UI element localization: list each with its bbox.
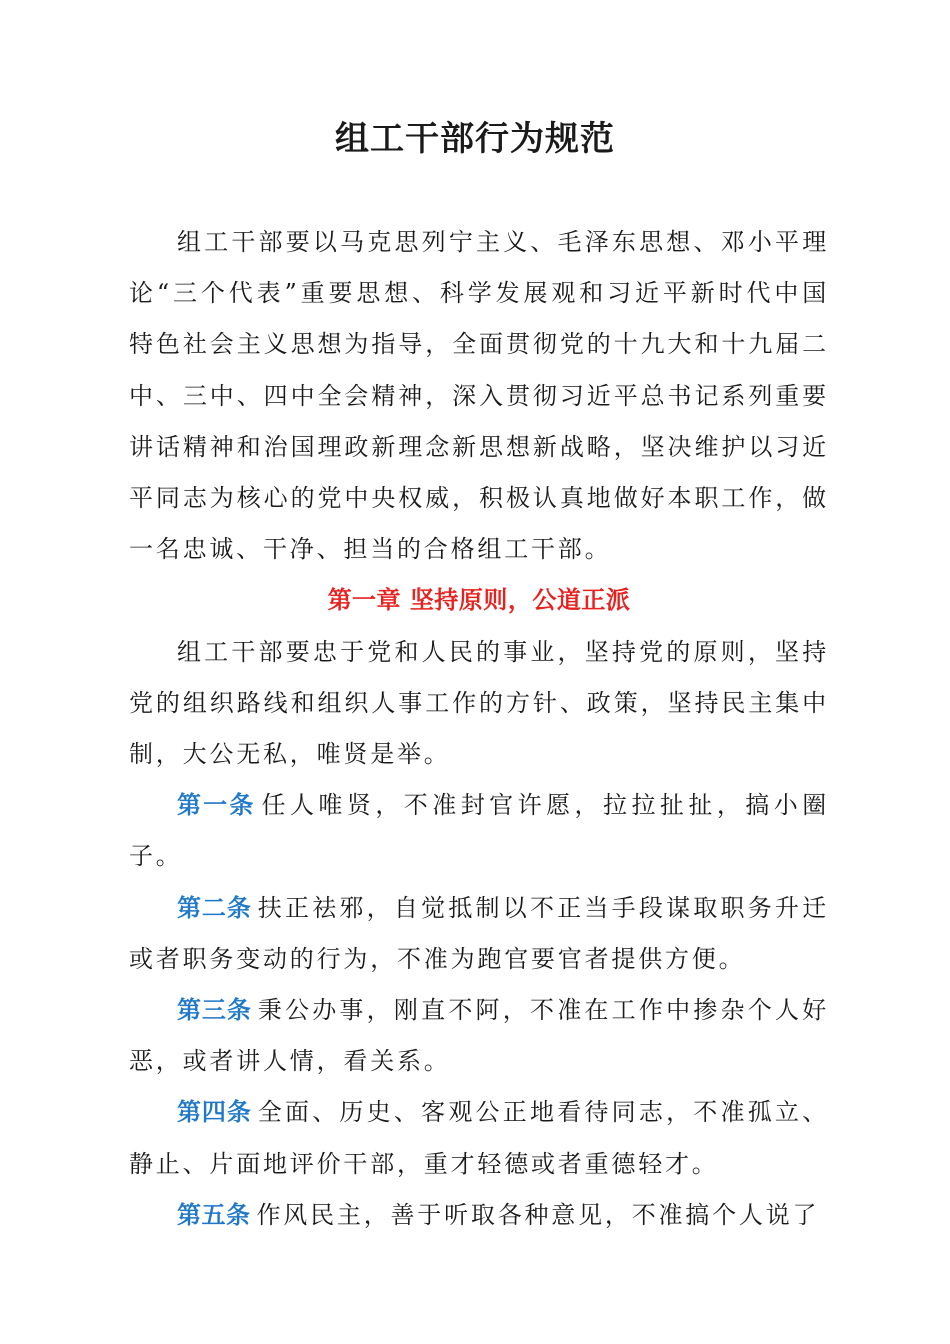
- article-5: [129, 1190, 829, 1241]
- article-1-label: 第一条: [177, 791, 256, 820]
- article-1-text: 任人唯贤，不准封官许愿，拉拉扯扯，搞小圈子。: [129, 791, 830, 871]
- article-2-label: 第二条: [177, 893, 252, 922]
- article-3: [129, 985, 829, 1087]
- document-title: 组工干部行为规范: [335, 119, 615, 159]
- article-4: [129, 1087, 829, 1189]
- article-5-text: 作风民主，善于听取各种意见，不准搞个人说了: [256, 1200, 820, 1229]
- chapter-intro-paragraph: 组工干部要忠于党和人民的事业，坚持党的原则，坚持党的组织路线和组织人事工作的方针、政策，坚持民主集中制，大公无私，唯贤是举。: [129, 637, 829, 769]
- document-body: [129, 217, 829, 1241]
- article-3-text: 秉公办事，刚直不阿，不准在工作中掺杂个人好恶，或者讲人情，看关系。: [129, 996, 829, 1076]
- article-1: [129, 780, 829, 882]
- article-3-label: 第三条: [177, 996, 252, 1025]
- article-4-label: 第四条: [177, 1098, 252, 1127]
- article-5-label: 第五条: [177, 1200, 251, 1229]
- article-4-text: 全面、历史、客观公正地看待同志，不准孤立、静止、片面地评价干部，重才轻德或者重德轻才。: [129, 1098, 829, 1178]
- intro-paragraph: 组工干部要以马克思列宁主义、毛泽东思想、邓小平理论“三个代表”重要思想、科学发展观和习近平新时代中国特色社会主义思想为指导，全面贯彻党的十九大和十九届二中、三中、四中全会精神，深入贯彻习近平总书记系列重要讲话精神和治国理政新理念新思想新战略，坚决维护以习近平同志为核心的党中央权威，积极认真地做好本职工作，做一名忠诚、干净、担当的合格组工干部。: [129, 228, 829, 564]
- article-2: [129, 883, 829, 985]
- article-2-text: 扶正祛邪，自觉抵制以不正当手段谋取职务升迁或者职务变动的行为，不准为跑官要官者提供方便。: [129, 893, 829, 973]
- chapter-heading: 第一章 坚持原则，公道正派: [327, 586, 631, 615]
